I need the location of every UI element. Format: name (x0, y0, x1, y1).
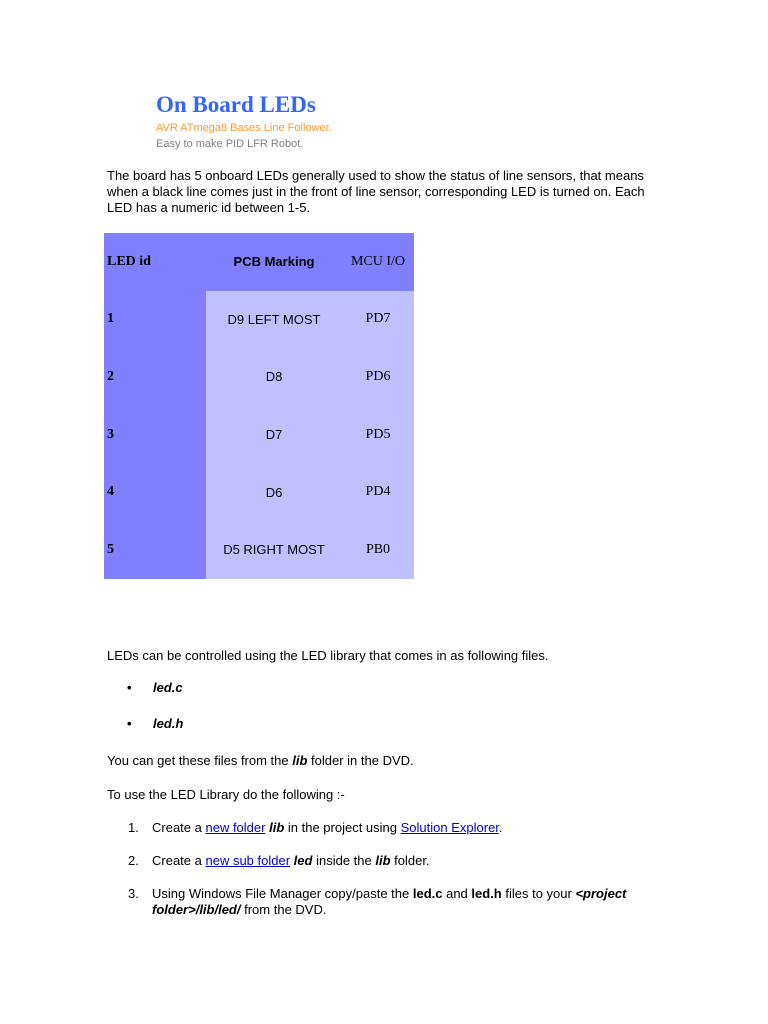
folder-name: led (293, 853, 313, 868)
led-table (104, 233, 414, 579)
get-files-paragraph (107, 753, 667, 769)
file-name: led.c (153, 680, 183, 695)
cell-mcu-io: PD6 (342, 348, 414, 406)
table-header-row (104, 233, 414, 291)
steps-list (107, 820, 667, 935)
list-item (107, 716, 183, 752)
header-pcb-marking: PCB Marking (206, 233, 342, 291)
table-row (104, 406, 414, 464)
header-led-id: LED id (104, 233, 206, 291)
step-number: 1. (128, 820, 139, 835)
text: folder. (390, 853, 430, 868)
text: from the DVD. (240, 902, 327, 917)
library-paragraph: LEDs can be controlled using the LED library that comes in as following files. (107, 648, 549, 663)
table-row (104, 291, 414, 349)
table-row (104, 348, 414, 406)
subtitle-project: AVR ATmega8 Bases Line Follower. (156, 122, 332, 134)
cell-pcb-marking: D7 (206, 406, 342, 464)
text: You can get these files from the (107, 753, 293, 768)
page-title: On Board LEDs (156, 92, 316, 117)
text: folder in the DVD. (307, 753, 414, 768)
text: Create a (152, 853, 206, 868)
new-folder-link[interactable]: new folder (205, 820, 266, 835)
cell-mcu-io: PD7 (342, 291, 414, 349)
text: and (442, 886, 472, 901)
subtitle-tagline: Easy to make PID LFR Robot. (156, 138, 304, 150)
file-list (107, 680, 183, 752)
intro-paragraph: The board has 5 onboard LEDs generally used to show the status of line sensors, that means when a black line comes just in the front of line sensor, corresponding LED is turned on. Each LED has a numeric id between 1-5. (107, 168, 645, 215)
cell-pcb-marking: D6 (206, 463, 342, 521)
bullet-icon: • (127, 680, 132, 695)
cell-mcu-io: PD4 (342, 463, 414, 521)
text: in the project using (284, 820, 401, 835)
list-item (107, 820, 667, 836)
file-name: led.h (471, 886, 502, 901)
new-sub-folder-link[interactable]: new sub folder (205, 853, 291, 868)
project-path: <project folder>/lib/led/ (152, 886, 627, 917)
step-number: 2. (128, 853, 139, 868)
cell-led-id: 5 (104, 521, 206, 579)
text: Create a (152, 820, 206, 835)
bullet-icon: • (127, 716, 132, 731)
text: Using Windows File Manager copy/paste the (152, 886, 413, 901)
file-name: led.c (412, 886, 443, 901)
cell-led-id: 3 (104, 406, 206, 464)
cell-led-id: 2 (104, 348, 206, 406)
cell-pcb-marking: D9 LEFT MOST (206, 291, 342, 349)
step-number: 3. (128, 886, 139, 901)
solution-explorer-link[interactable]: Solution Explorer (400, 820, 499, 835)
use-library-paragraph: To use the LED Library do the following :- (107, 787, 345, 802)
cell-mcu-io: PB0 (342, 521, 414, 579)
table-row (104, 463, 414, 521)
text: inside the (312, 853, 376, 868)
list-item (107, 853, 667, 869)
list-item (107, 886, 667, 918)
text: files to your (501, 886, 576, 901)
folder-name: lib (375, 853, 391, 868)
cell-mcu-io: PD5 (342, 406, 414, 464)
cell-pcb-marking: D8 (206, 348, 342, 406)
list-item (107, 680, 183, 716)
folder-name: lib (292, 753, 308, 768)
header-mcu-io: MCU I/O (342, 233, 414, 291)
file-name: led.h (153, 716, 184, 731)
cell-led-id: 4 (104, 463, 206, 521)
text: . (498, 820, 503, 835)
cell-pcb-marking: D5 RIGHT MOST (206, 521, 342, 579)
table-row (104, 521, 414, 579)
cell-led-id: 1 (104, 291, 206, 349)
folder-name: lib (269, 820, 285, 835)
